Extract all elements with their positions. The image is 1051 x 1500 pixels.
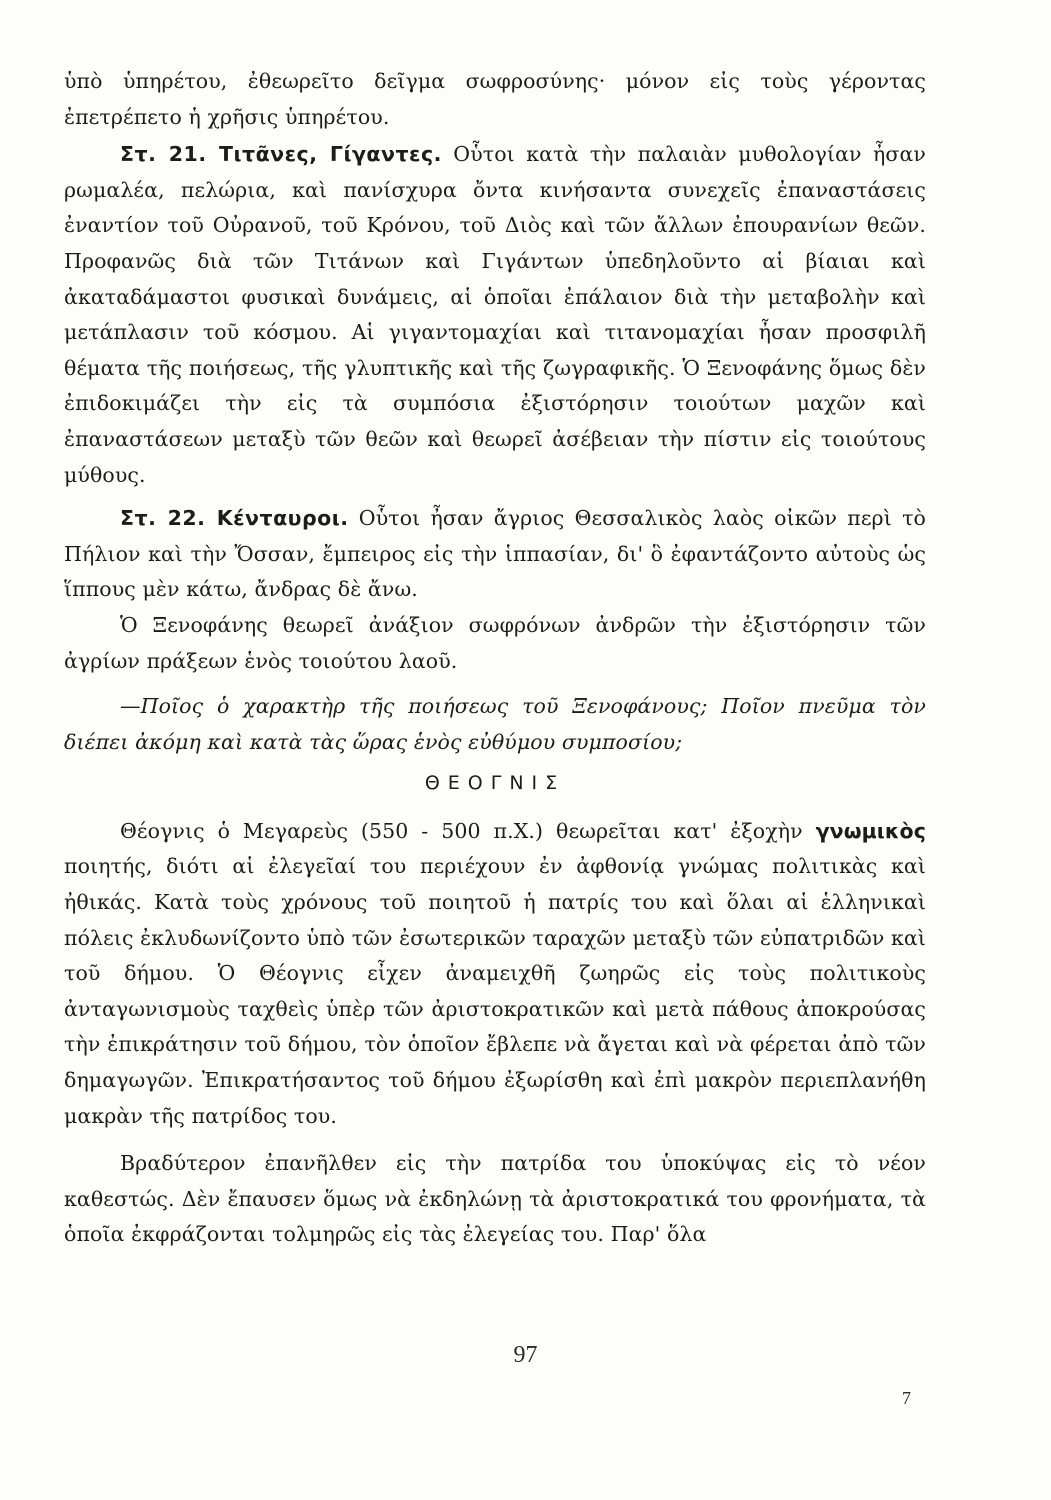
note-22-paragraph: [64, 501, 926, 608]
note-21-paragraph: [64, 137, 926, 493]
section-title: ΘΕΟΓΝΙΣ: [424, 772, 566, 795]
study-question: —Ποῖος ὁ χαρακτὴρ τῆς ποιήσεως τοῦ Ξενοφάνους; Ποῖον πνεῦμα τὸν διέπει ἀκόμη καὶ κατὰ τὰς ὥρας ἑνὸς εὐθύμου συμποσίου;: [64, 694, 926, 754]
theognis-p1-bold-term: γνωμικὸς: [815, 818, 926, 843]
signature-mark: 7: [902, 1388, 911, 1408]
note-22-text: Οὗτοι ἦσαν ἄγριος Θεσσαλικὸς λαὸς οἰκῶν περὶ τὸ Πήλιον καὶ τὴν Ὄσσαν, ἔμπειρος εἰς τὴν ἱππασίαν, δι' ὃ ἐφαντάζοντο αὐτοὺς ὡς ἵππους μὲν κάτω, ἄνδρας δὲ ἄνω.: [64, 506, 926, 602]
theognis-paragraph-1: [64, 814, 926, 1134]
intro-paragraph: ὑπὸ ὑπηρέτου, ἐθεωρεῖτο δεῖγμα σωφροσύνης· μόνον εἰς τοὺς γέροντας ἐπετρέπετο ἡ χρῆσις ὑπηρέτου.: [64, 69, 926, 129]
theognis-p1-rest: ποιητής, διότι αἱ ἐλεγεῖαί του περιέχουν ἐν ἀφθονίᾳ γνώμας πολιτικὰς καὶ ἠθικάς. Κατὰ τοὺς χρόνους τοῦ ποιητοῦ ἡ πατρίς του καὶ ὅλαι αἱ ἑλληνικαὶ πόλεις ἐκλυδωνίζοντο ὑπὸ τῶν ἐσωτερικῶν ταραχῶν μεταξὺ τῶν εὐπατριδῶν καὶ τοῦ δήμου. Ὁ Θέογνις εἶχεν ἀναμειχθῆ ζωηρῶς εἰς τοὺς πολιτικοὺς ἀνταγωνισμοὺς ταχθεὶς ὑπὲρ τῶν ἀριστοκρατικῶν καὶ μετὰ πάθους ἀποκρούσας τὴν ἐπικράτησιν τοῦ δήμου, τὸν ὁποῖον ἔβλεπε νὰ ἄγεται καὶ νὰ φέρεται ἀπὸ τῶν δημαγωγῶν. Ἐπικρατήσαντος τοῦ δήμου ἐξωρίσθη καὶ ἐπὶ μακρὸν περιεπλανήθη μακρὰν τῆς πατρίδος του.: [64, 854, 926, 1128]
theognis-paragraph-2: Βραδύτερον ἐπανῆλθεν εἰς τὴν πατρίδα του ὑποκύψας εἰς τὸ νέον καθεστώς. Δὲν ἔπαυσεν ὅμως νὰ ἐκδηλώνῃ τὰ ἀριστοκρατικά του φρονήματα, τὰ ὁποῖα ἐκφράζονται τολμηρῶς εἰς τὰς ἐλεγείας του. Παρ' ὅλα: [64, 1151, 926, 1247]
page-body: [64, 64, 926, 1253]
note-22-paragraph-2: Ὁ Ξενοφάνης θεωρεῖ ἀνάξιον σωφρόνων ἀνδρῶν τὴν ἐξιστόρησιν τῶν ἀγρίων πράξεων ἑνὸς τοιούτου λαοῦ.: [64, 612, 926, 673]
note-22-heading: Στ. 22. Κένταυροι.: [120, 506, 349, 531]
theognis-p1-start: Θέογνις ὁ Μεγαρεὺς (550 - 500 π.Χ.) θεωρεῖται κατ' ἐξοχὴν: [120, 818, 816, 843]
note-21-text: Οὗτοι κατὰ τὴν παλαιὰν μυθολογίαν ἦσαν ρωμαλέα, πελώρια, καὶ πανίσχυρα ὄντα κινήσαντα συνεχεῖς ἐπαναστάσεις ἐναντίον τοῦ Οὐρανοῦ, τοῦ Κρόνου, τοῦ Διὸς καὶ τῶν ἄλλων ἐπουρανίων θεῶν. Προφανῶς διὰ τῶν Τιτάνων καὶ Γιγάντων ὑπεδηλοῦντο αἱ βίαιαι καὶ ἀκαταδάμαστοι φυσικαὶ δυνάμεις, αἱ ὁποῖαι ἐπάλαιον διὰ τὴν μεταβολὴν καὶ μετάπλασιν τοῦ κόσμου. Αἱ γιγαντομαχίαι καὶ τιτανομαχίαι ἦσαν προσφιλῆ θέματα τῆς ποιήσεως, τῆς γλυπτικῆς καὶ τῆς ζωγραφικῆς. Ὁ Ξενοφάνης ὅμως δὲν ἐπιδοκιμάζει τὴν εἰς τὰ συμπόσια ἐξιστόρησιν τοιούτων μαχῶν καὶ ἐπαναστάσεων μεταξὺ τῶν θεῶν καὶ θεωρεῖ ἀσέβειαν τὴν πίστιν εἰς τοιούτους μύθους.: [64, 142, 926, 487]
page-number: 97: [513, 1342, 538, 1368]
note-21-heading: Στ. 21. Τιτᾶνες, Γίγαντες.: [120, 142, 442, 167]
